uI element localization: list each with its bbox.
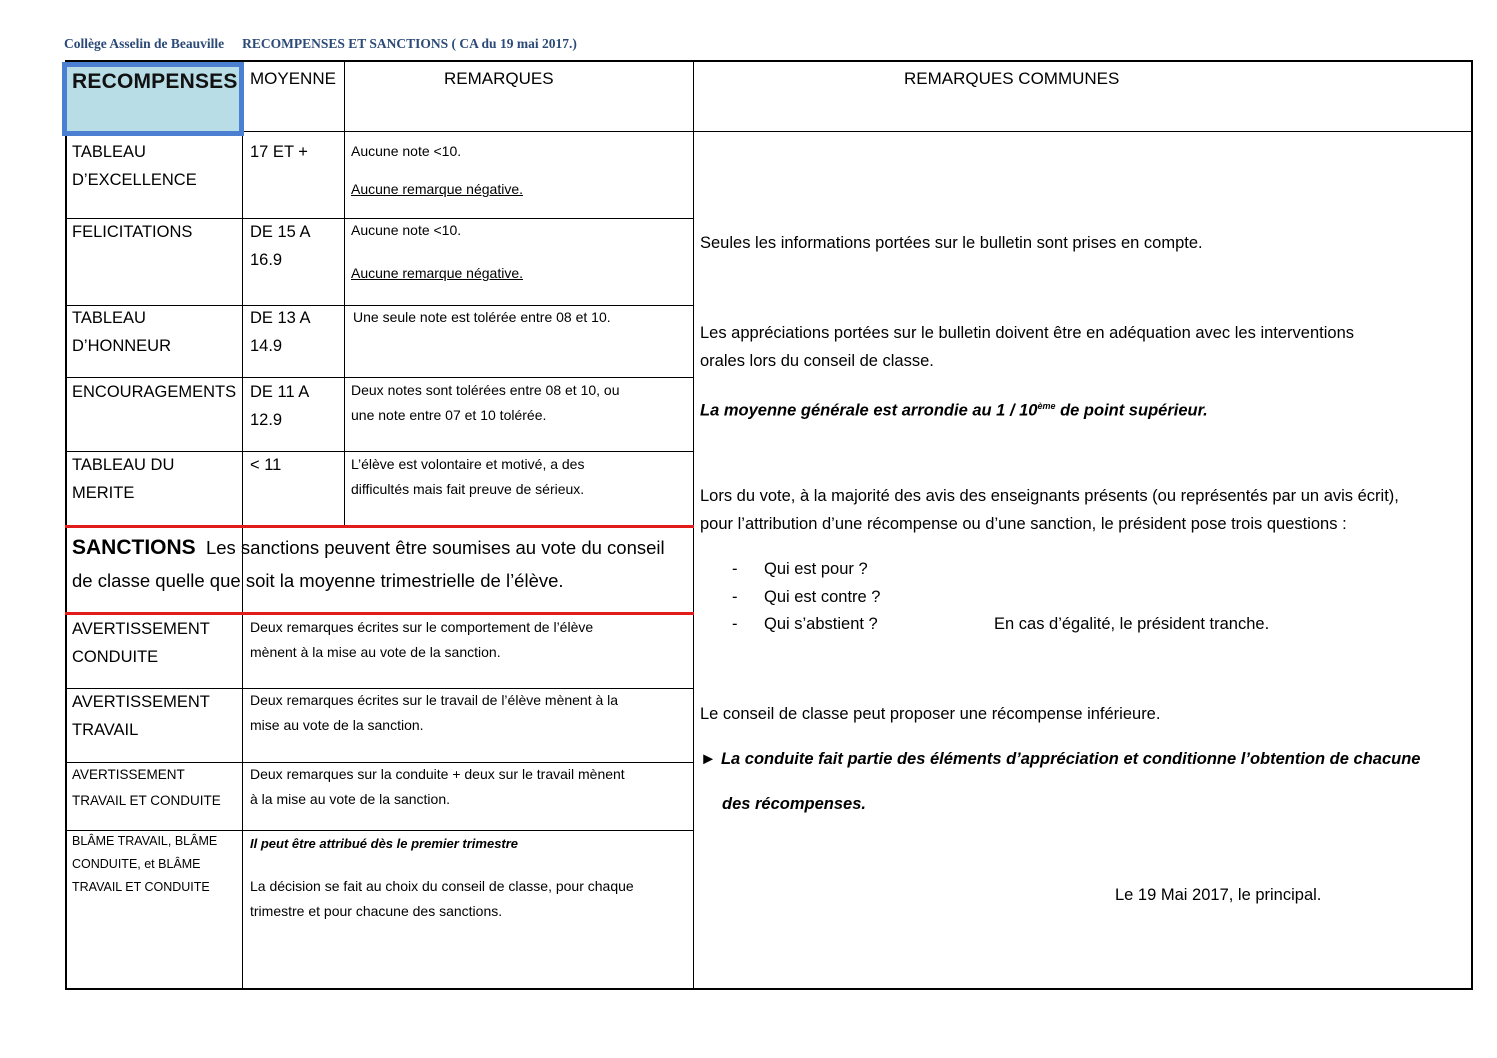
reward-name: FELICITATIONS [72, 223, 193, 241]
sanction-name: AVERTISSEMENT TRAVAIL ET CONDUITE [72, 767, 221, 808]
recompenses-header: RECOMPENSES [72, 70, 238, 93]
reward-name: TABLEAU D’HONNEUR [72, 309, 171, 355]
document-title [64, 36, 577, 52]
sanction-remark: Deux remarques écrites sur le travail de l’élève mènent à la mise au vote de la sanction. [250, 692, 619, 733]
reward-name: ENCOURAGEMENTS [72, 383, 237, 401]
reward-remark: Deux notes sont tolérées entre 08 et 10, ou une note entre 07 et 10 tolérée. [351, 382, 620, 423]
reward-name: TABLEAU DU MERITE [72, 456, 175, 502]
common-remark-4: Lors du vote, à la majorité des avis des enseignants présents (ou représentés par un avis écrit), pour l’attribution d’une récompense ou d’une sanction, le président pose trois questions : [700, 487, 1399, 533]
remarques-header: REMARQUES [444, 69, 554, 88]
common-remark-1: Seules les informations portées sur le bulletin sont prises en compte. [700, 234, 1203, 252]
reward-average: DE 11 A 12.9 [250, 383, 310, 429]
arrow-icon: ► [700, 750, 717, 768]
moyenne-header: MOYENNE [250, 69, 336, 88]
reward-remark: Une seule note est tolérée entre 08 et 10. [353, 309, 611, 325]
common-remark-6: ► La conduite fait partie des éléments d’appréciation et conditionne l’obtention de chacune des récompenses. [700, 750, 1421, 813]
remarques-communes-header: REMARQUES COMMUNES [904, 69, 1120, 88]
sanctions-title: SANCTIONS [72, 536, 196, 559]
tie-rule: En cas d’égalité, le président tranche. [994, 615, 1270, 633]
row-divider [65, 131, 1473, 132]
reward-average: 17 ET + [250, 143, 308, 161]
sanction-remark: Deux remarques écrites sur le comportement de l’élève mènent à la mise au vote de la sanction. [250, 619, 594, 660]
sanction-remark: Deux remarques sur la conduite + deux sur le travail mènent à la mise au vote de la sanction. [250, 766, 625, 807]
title-text: RECOMPENSES ET SANCTIONS ( CA du 19 mai 2017.) [242, 36, 577, 51]
reward-average: DE 15 A 16.9 [250, 223, 311, 269]
sanctions-intro: SANCTIONS Les sanctions peuvent être soumises au vote du conseil de classe quelle que soit la moyenne trimestrielle de l’élève. [72, 536, 665, 591]
common-remark-3: La moyenne générale est arrondie au 1 / 10ème de point supérieur. [700, 401, 1208, 420]
blame-name: BLÂME TRAVAIL, BLÂME CONDUITE, et BLÂME TRAVAIL ET CONDUITE [72, 834, 218, 894]
common-remark-5: Le conseil de classe peut proposer une récompense inférieure. [700, 705, 1161, 723]
blame-remark: Il peut être attribué dès le premier trimestre La décision se fait au choix du conseil de classe, pour chaque trimestre et pour chacune des sanctions. [250, 836, 634, 919]
reward-remark: Aucune note <10. Aucune remarque négative. [351, 222, 523, 281]
sanctions-top-rule [65, 525, 694, 528]
sanction-name: AVERTISSEMENT TRAVAIL [72, 693, 210, 739]
school-name: Collège Asselin de Beauville [64, 36, 225, 51]
reward-average: DE 13 A 14.9 [250, 309, 311, 355]
signature: Le 19 Mai 2017, le principal. [1115, 886, 1322, 904]
reward-remark: Aucune note <10. Aucune remarque négative. [351, 143, 523, 197]
common-remark-2: Les appréciations portées sur le bulletin doivent être en adéquation avec les interventions orales lors du conseil de classe. [700, 324, 1354, 370]
reward-remark: L’élève est volontaire et motivé, a des difficultés mais fait preuve de sérieux. [351, 456, 585, 497]
reward-average: < 11 [250, 456, 282, 474]
reward-name: TABLEAU D’EXCELLENCE [72, 143, 197, 189]
sanction-name: AVERTISSEMENT CONDUITE [72, 620, 210, 666]
